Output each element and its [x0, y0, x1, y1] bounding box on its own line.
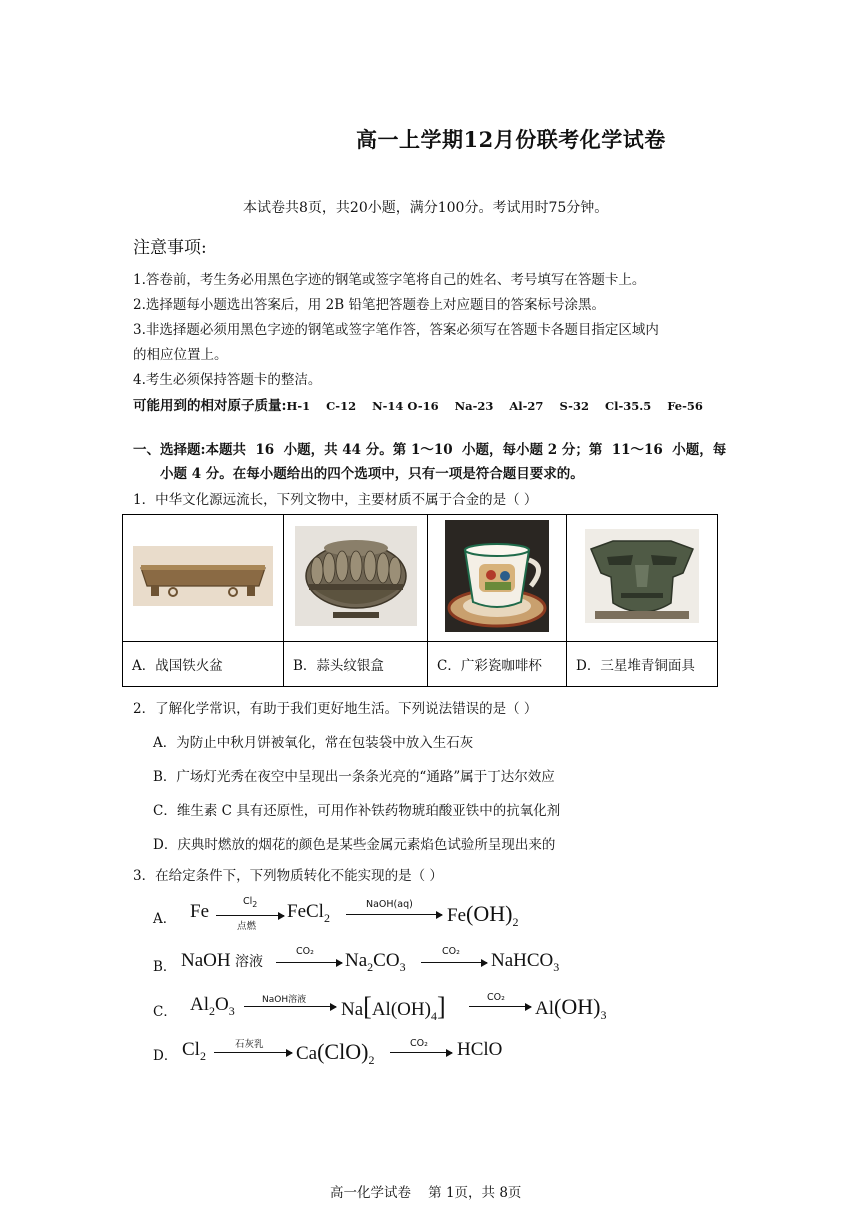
q3b-reactant-formula: NaOH: [181, 950, 231, 971]
atomic-mass-label: 可能用到的相对原子质量:: [133, 398, 287, 414]
q3-option-b-label: B．: [153, 959, 177, 975]
q3b-arrow1: [276, 962, 342, 963]
q3b-reagent1: CO₂: [296, 946, 314, 957]
q3c-product: [535, 994, 606, 1023]
q3c-intermediate-na: Na: [341, 999, 364, 1020]
q3d-product: HClO: [457, 1039, 503, 1060]
q3c-reagent2: CO₂: [487, 992, 505, 1003]
q1-option-a: A．战国铁火盆: [123, 641, 284, 686]
q3d-reagent2: CO₂: [410, 1038, 428, 1049]
atomic-mass-values: H-1 C-12 N-14 O-16 Na-23 Al-27 S-32 Cl-35.5 Fe-56: [286, 399, 703, 413]
q3d-reactant-sub: 2: [199, 1048, 206, 1063]
notice-item: 2.选择题每小题选出答案后，用 2B 铅笔把答题卷上对应题目的答案标号涂黑。: [133, 297, 605, 313]
page-title: 高一上学期12月份联考化学试卷: [356, 127, 666, 152]
q3a-arrow2: [346, 914, 442, 915]
q3c-product-formula: Al: [535, 998, 554, 1019]
q3-option-d-label: D．: [153, 1048, 178, 1064]
section-heading-line1: 一、选择题:本题共 16 小题，共 44 分。第 1～10 小题，每小题 2 分；第 11～16 小题，每: [133, 442, 727, 458]
q3-option-a-label: A．: [153, 911, 177, 927]
q3a-intermediate: [287, 901, 330, 926]
q3c-intermediate-sub: 4: [430, 1008, 437, 1023]
notice-heading: 注意事项:: [133, 238, 207, 258]
q3c-reactant-al: Al: [190, 994, 209, 1015]
q3a-arrow1: [216, 915, 284, 916]
image-silver-box: [284, 515, 428, 642]
q3a-intermediate-formula: FeCl: [287, 901, 324, 922]
q3c-reactant-o: O: [215, 994, 229, 1015]
q3b-reactant-tail: 溶液: [230, 954, 264, 970]
q2-option-d: D．庆典时燃放的烟花的颜色是某些金属元素焰色试验所呈现出来的: [153, 837, 556, 853]
q3c-reactant-sub1: 2: [209, 1003, 215, 1018]
q3b-product: [491, 950, 559, 975]
q3c-arrow1: [244, 1006, 336, 1007]
q3c-intermediate: $Na[Al(OH)_4]$: [341, 992, 446, 1023]
q3a-condition1: 点燃: [237, 921, 257, 932]
q1-option-b: B．蒜头纹银盒: [284, 641, 428, 686]
q2-stem: 2．了解化学常识，有助于我们更好地生活。下列说法错误的是（ ）: [133, 701, 538, 717]
q3b-intermediate-na: Na: [345, 950, 368, 971]
q3a-product-formula: Fe: [447, 905, 466, 926]
q3a-reagent1: [243, 896, 257, 909]
q3c-reactant-sub2: 3: [228, 1003, 235, 1018]
q1-stem: 1．中华文化源远流长，下列文物中，主要材质不属于合金的是（ ）: [133, 492, 538, 508]
q3b-intermediate-co: CO: [373, 950, 400, 971]
q3b-intermediate-sub1: 2: [367, 959, 374, 974]
q3a-reagent1-sub: 2: [252, 899, 258, 909]
q3b-reagent2: CO₂: [442, 946, 460, 957]
q3a-reagent2: NaOH(aq): [366, 899, 413, 910]
q3a-reagent1-text: Cl: [243, 896, 253, 907]
q3a-product-paren: (OH): [466, 901, 513, 926]
q3d-reactant-formula: Cl: [182, 1039, 200, 1060]
image-porcelain-cup: [428, 515, 567, 642]
q3c-reactant: [190, 994, 235, 1019]
q3b-intermediate: [345, 950, 406, 975]
image-iron-basin: [123, 515, 284, 642]
q2-option-b: B．广场灯光秀在夜空中呈现出一条条光亮的“通路”属于丁达尔效应: [153, 769, 555, 785]
notice-item: 的相应位置上。: [133, 347, 228, 363]
q3a-product: [447, 901, 518, 930]
q2-option-c: C．维生素 C 具有还原性，可用作补铁药物琥珀酸亚铁中的抗氧化剂: [153, 803, 561, 819]
q3-option-c-label: C．: [153, 1004, 177, 1020]
notice-item: 3.非选择题必须用黑色字迹的钢笔或签字笔作答，答案必须写在答题卡各题目指定区域内: [133, 322, 659, 338]
exam-info: 本试卷共8页，共20小题，满分100分。考试用时75分钟。: [243, 200, 609, 216]
q3b-product-formula: NaHCO: [491, 950, 554, 971]
q3c-intermediate-inner: Al(OH): [371, 999, 431, 1020]
page-footer: 高一化学试卷 第 1页，共 8页: [330, 1185, 522, 1201]
q3a-product-sub: 2: [512, 914, 519, 929]
q3b-intermediate-sub2: 3: [399, 959, 406, 974]
q3d-intermediate-paren: (ClO): [317, 1039, 369, 1064]
notice-item: 1.答卷前，考生务必用黑色字迹的钢笔或签字笔将自己的姓名、考号填写在答题卡上。: [133, 272, 646, 288]
q2-option-a: A．为防止中秋月饼被氧化，常在包装袋中放入生石灰: [153, 735, 474, 751]
atomic-mass-line: [133, 394, 703, 414]
q3c-product-sub: 3: [600, 1007, 607, 1022]
q3d-intermediate-ca: Ca: [296, 1043, 318, 1064]
q3-stem: 3．在给定条件下，下列物质转化不能实现的是（ ）: [133, 868, 443, 884]
q3a-reactant: Fe: [190, 901, 209, 922]
q3a-intermediate-sub: 2: [323, 910, 330, 925]
image-bronze-mask: [567, 515, 718, 642]
q3c-product-paren: (OH): [554, 994, 601, 1019]
q3b-reactant: [181, 950, 263, 972]
q3d-intermediate: [296, 1039, 374, 1068]
q3b-arrow2: [421, 962, 487, 963]
q3c-reagent1: NaOH溶液: [262, 995, 307, 1005]
q1-option-d: D．三星堆青铜面具: [567, 641, 718, 686]
q1-options-table: [122, 514, 718, 687]
q3d-arrow1: [214, 1052, 292, 1053]
q3d-reagent1: 石灰乳: [235, 1039, 264, 1050]
q3c-arrow2: [469, 1006, 531, 1007]
q3d-intermediate-sub: 2: [368, 1052, 375, 1067]
q3b-product-sub: 3: [553, 959, 560, 974]
notice-item: 4.考生必须保持答题卡的整洁。: [133, 372, 322, 388]
q1-option-c: C．广彩瓷咖啡杯: [428, 641, 567, 686]
q3d-reactant: [182, 1039, 206, 1064]
section-heading-line2: 小题 4 分。在每小题给出的四个选项中，只有一项是符合题目要求的。: [160, 466, 584, 482]
q3d-arrow2: [390, 1052, 452, 1053]
